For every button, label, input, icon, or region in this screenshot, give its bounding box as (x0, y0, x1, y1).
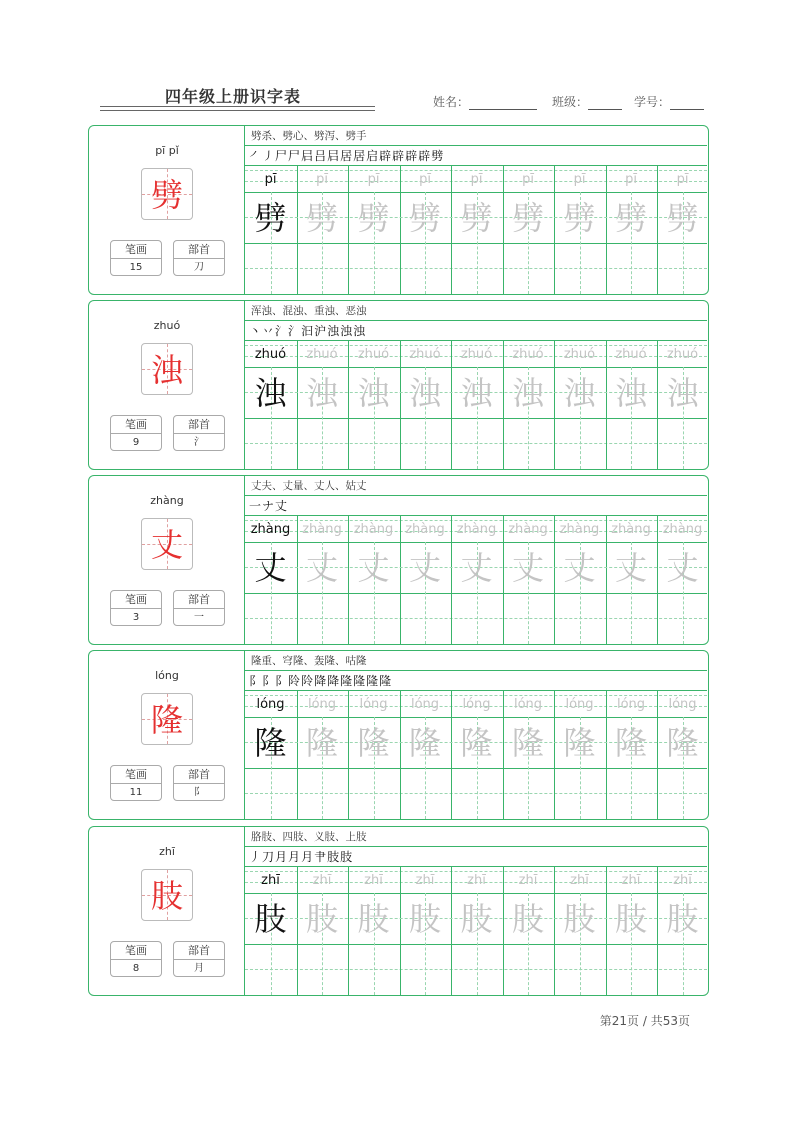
character-card (88, 826, 709, 996)
grid-line (245, 670, 707, 671)
trace-pinyin: zhuó (666, 347, 699, 362)
stroke-step: ⻖ (249, 674, 262, 688)
trace-character: 浊 (305, 374, 338, 412)
trace-character: 丈 (460, 549, 493, 587)
trace-character: 劈 (305, 199, 338, 237)
stroke-step: 肀 (314, 850, 327, 864)
stroke-step: 丿 (249, 850, 262, 864)
trace-pinyin: pī (522, 172, 534, 187)
stroke-step: 隆 (379, 674, 392, 688)
example-words: 浑浊、混浊、重浊、恶浊 (251, 305, 367, 317)
stroke-count-box (110, 941, 162, 977)
practice-grid (245, 301, 707, 469)
trace-pinyin: zhàng (456, 522, 497, 537)
radical-label: 部首 (174, 942, 224, 960)
page-number: 第21页 / 共53页 (599, 1014, 690, 1028)
stroke-count-value: 8 (132, 963, 140, 974)
trace-character: 隆 (666, 724, 699, 762)
example-words: 劈杀、劈心、劈泻、劈手 (251, 130, 367, 142)
stroke-step: 尸 (275, 149, 288, 163)
grid-line (245, 340, 707, 341)
model-pinyin: zhī (261, 873, 280, 888)
trace-character: 肢 (357, 900, 390, 938)
trace-character: 肢 (666, 900, 699, 938)
stroke-step: 辟 (418, 149, 431, 163)
stroke-order (249, 147, 444, 165)
stroke-step: ナ (262, 499, 275, 513)
writing-cell[interactable] (554, 768, 606, 817)
practice-grid (245, 476, 707, 644)
writing-cell[interactable] (606, 593, 658, 642)
model-character: 隆 (254, 724, 287, 762)
example-words: 胳肢、四肢、义肢、上肢 (251, 831, 367, 843)
trace-pinyin: zhī (518, 873, 538, 888)
trace-pinyin: zhuó (306, 347, 338, 362)
model-character: 劈 (254, 199, 287, 237)
writing-cell[interactable] (606, 768, 658, 817)
stroke-step: 隆 (340, 674, 353, 688)
character-card (88, 300, 709, 470)
trace-pinyin: pī (573, 172, 586, 187)
model-character: 肢 (254, 900, 287, 938)
character-display-box (141, 869, 193, 921)
name-blank[interactable] (469, 97, 537, 110)
radical-value: 阝 (194, 787, 204, 798)
stroke-count-label: 笔画 (111, 766, 161, 784)
stroke-step: 浊 (340, 324, 353, 338)
practice-grid (245, 651, 707, 819)
writing-cell[interactable] (245, 418, 297, 467)
trace-character: 丈 (511, 549, 544, 587)
writing-cell[interactable] (451, 418, 503, 467)
writing-cell[interactable] (400, 944, 452, 993)
name-label: 姓名： (433, 95, 470, 109)
trace-character: 隆 (460, 724, 493, 762)
writing-cell[interactable] (400, 593, 452, 642)
student-id-field[interactable] (634, 93, 704, 110)
trace-pinyin: lóng (359, 697, 388, 712)
stroke-count-box (110, 765, 162, 801)
stroke-count-box (110, 240, 162, 276)
stroke-step: 浊 (327, 324, 340, 338)
trace-character: 隆 (511, 724, 544, 762)
character-info-panel (89, 651, 245, 819)
stroke-step: 阝 (262, 674, 275, 688)
trace-pinyin: zhàng (508, 522, 548, 537)
character-large: 隆 (150, 701, 183, 739)
stroke-step: 汩 (301, 324, 314, 338)
trace-character: 隆 (357, 724, 390, 762)
stroke-step: 氵 (288, 324, 301, 338)
trace-pinyin: lóng (616, 697, 646, 712)
trace-character: 隆 (563, 724, 596, 762)
trace-character: 浊 (666, 374, 699, 412)
writing-cell[interactable] (297, 944, 349, 993)
trace-pinyin: pī (419, 172, 431, 187)
trace-pinyin: zhàng (353, 522, 394, 537)
grid-line (245, 495, 707, 496)
trace-character: 劈 (563, 199, 596, 237)
trace-character: 隆 (305, 724, 338, 762)
trace-character: 浊 (563, 374, 596, 412)
writing-cell[interactable] (503, 593, 555, 642)
trace-character: 浊 (408, 374, 441, 412)
id-blank[interactable] (670, 97, 704, 110)
stroke-step: 𡰪 (301, 149, 314, 163)
trace-pinyin: zhuó (409, 347, 441, 362)
trace-pinyin: zhuó (460, 347, 493, 362)
trace-pinyin: lóng (668, 697, 697, 712)
writing-cell[interactable] (348, 243, 400, 292)
stroke-count-label: 笔画 (111, 591, 161, 609)
trace-pinyin: zhàng (405, 522, 445, 537)
trace-pinyin: pī (367, 172, 380, 187)
writing-cell[interactable] (657, 944, 709, 993)
writing-cell[interactable] (451, 768, 503, 817)
writing-cell[interactable] (297, 243, 349, 292)
writing-cell[interactable] (451, 243, 503, 292)
grid-line (245, 145, 707, 146)
stroke-step: 尸 (288, 149, 301, 163)
stroke-order (249, 672, 392, 690)
radical-value: 氵 (194, 437, 204, 448)
radical-box (173, 240, 225, 276)
radical-box (173, 415, 225, 451)
character-card (88, 125, 709, 295)
trace-character: 丈 (357, 549, 390, 587)
stroke-step: 肢 (327, 850, 340, 864)
grid-line (245, 170, 707, 171)
trace-pinyin: zhuó (512, 347, 544, 362)
student-name-field[interactable] (433, 93, 537, 110)
writing-cell[interactable] (400, 243, 452, 292)
writing-cell[interactable] (657, 768, 709, 817)
grid-line (245, 846, 707, 847)
character-large: 劈 (150, 176, 183, 214)
trace-pinyin: zhī (312, 873, 332, 888)
trace-character: 劈 (357, 199, 390, 237)
trace-character: 肢 (460, 900, 493, 938)
trace-character: 浊 (357, 374, 390, 412)
stroke-step: 劈 (431, 149, 444, 163)
class-blank[interactable] (588, 97, 622, 110)
trace-pinyin: lóng (513, 697, 543, 712)
writing-cell[interactable] (451, 593, 503, 642)
trace-character: 浊 (614, 374, 647, 412)
trace-character: 丈 (614, 549, 647, 587)
writing-cell[interactable] (606, 944, 658, 993)
trace-character: 劈 (511, 199, 544, 237)
radical-label: 部首 (174, 241, 224, 259)
model-character: 浊 (254, 374, 287, 412)
stroke-step: 辟 (405, 149, 418, 163)
writing-cell[interactable] (245, 944, 297, 993)
character-display-box (141, 343, 193, 395)
trace-pinyin: lóng (410, 697, 440, 712)
grid-line (245, 866, 707, 867)
stroke-step: 阾 (288, 674, 301, 688)
stroke-step: 𡰪 (327, 149, 340, 163)
stroke-step: 浊 (353, 324, 366, 338)
stroke-count-box (110, 590, 162, 626)
writing-cell[interactable] (503, 944, 555, 993)
writing-cell[interactable] (245, 768, 297, 817)
trace-pinyin: pī (625, 172, 637, 187)
trace-pinyin: zhuó (563, 347, 596, 362)
radical-value: 一 (194, 612, 204, 623)
stroke-count-label: 笔画 (111, 241, 161, 259)
example-words: 丈夫、丈量、丈人、姑丈 (251, 480, 367, 492)
stroke-step: 丈 (275, 499, 288, 513)
radical-box (173, 590, 225, 626)
radical-value: 刀 (194, 262, 204, 273)
character-info-panel (89, 476, 245, 644)
character-card (88, 650, 709, 820)
trace-pinyin: zhàng (302, 522, 342, 537)
radical-box (173, 765, 225, 801)
character-large: 浊 (150, 351, 183, 389)
trace-character: 劈 (614, 199, 647, 237)
trace-character: 浊 (460, 374, 493, 412)
trace-character: 肢 (563, 900, 596, 938)
stroke-step: 辟 (392, 149, 405, 163)
stroke-step: 丶 (249, 324, 262, 338)
stroke-count-value: 3 (132, 612, 140, 623)
trace-pinyin: zhuó (357, 347, 390, 362)
character-display-box (141, 168, 193, 220)
stroke-step: 隆 (366, 674, 379, 688)
writing-cell[interactable] (297, 593, 349, 642)
writing-cell[interactable] (348, 418, 400, 467)
stroke-step: ㇓ (262, 149, 275, 163)
grid-line (245, 695, 707, 696)
grid-line (245, 515, 707, 516)
character-pinyin: zhàng (150, 494, 184, 507)
page-title: 四年级上册识字表 (165, 87, 302, 106)
grid-line (245, 320, 707, 321)
stroke-step: 居 (353, 149, 366, 163)
stroke-step: 丷 (262, 324, 275, 338)
grid-line (245, 520, 707, 521)
stroke-step: 月 (301, 850, 314, 864)
writing-cell[interactable] (297, 418, 349, 467)
writing-cell[interactable] (503, 418, 555, 467)
stroke-step: 沪 (314, 324, 327, 338)
character-pinyin: lóng (155, 669, 179, 682)
radical-label: 部首 (174, 591, 224, 609)
practice-grid (245, 126, 707, 294)
stroke-step: 月 (275, 850, 288, 864)
stroke-step: 居 (340, 149, 353, 163)
trace-character: 丈 (666, 549, 699, 587)
character-large: 丈 (150, 526, 183, 564)
stroke-order (249, 497, 288, 515)
writing-cell[interactable] (606, 243, 658, 292)
grid-line (245, 165, 707, 166)
character-pinyin: zhī (159, 845, 175, 858)
radical-box (173, 941, 225, 977)
trace-character: 肢 (408, 900, 441, 938)
writing-cell[interactable] (657, 243, 709, 292)
writing-cell[interactable] (606, 418, 658, 467)
trace-pinyin: zhàng (611, 522, 651, 537)
stroke-step: 降 (327, 674, 340, 688)
trace-pinyin: pī (316, 172, 328, 187)
stroke-step: 一 (249, 499, 262, 513)
stroke-count-label: 笔画 (111, 942, 161, 960)
class-field[interactable] (552, 93, 622, 110)
model-pinyin: lóng (256, 697, 285, 712)
trace-character: 隆 (408, 724, 441, 762)
model-pinyin: zhàng (250, 522, 291, 537)
example-words: 隆重、穹隆、轰隆、咕隆 (251, 655, 367, 667)
stroke-count-value: 11 (129, 787, 143, 798)
stroke-order (249, 848, 353, 866)
trace-character: 肢 (305, 900, 338, 938)
radical-value: 月 (194, 963, 204, 974)
stroke-step: 月 (288, 850, 301, 864)
stroke-step: 降 (314, 674, 327, 688)
model-character: 丈 (254, 549, 287, 587)
character-large: 肢 (150, 877, 183, 915)
stroke-count-value: 9 (132, 437, 140, 448)
trace-pinyin: zhī (415, 873, 435, 888)
grid-line (245, 345, 707, 346)
writing-cell[interactable] (348, 944, 400, 993)
stroke-step: 启 (366, 149, 379, 163)
writing-cell[interactable] (503, 243, 555, 292)
writing-cell[interactable] (554, 243, 606, 292)
practice-grid (245, 827, 707, 995)
character-info-panel (89, 301, 245, 469)
trace-character: 劈 (408, 199, 441, 237)
writing-cell[interactable] (348, 768, 400, 817)
grid-line (245, 690, 707, 691)
stroke-step: 肢 (340, 850, 353, 864)
character-card (88, 475, 709, 645)
writing-cell[interactable] (245, 593, 297, 642)
trace-character: 隆 (614, 724, 647, 762)
stroke-step: 阝 (275, 674, 288, 688)
character-display-box (141, 693, 193, 745)
trace-character: 劈 (666, 199, 699, 237)
trace-pinyin: zhī (570, 873, 589, 888)
stroke-step: 隆 (353, 674, 366, 688)
trace-character: 肢 (614, 900, 647, 938)
trace-character: 肢 (511, 900, 544, 938)
stroke-step: 辟 (379, 149, 392, 163)
writing-cell[interactable] (245, 243, 297, 292)
trace-pinyin: zhàng (559, 522, 600, 537)
trace-pinyin: zhī (673, 873, 692, 888)
trace-pinyin: pī (470, 172, 483, 187)
trace-pinyin: zhī (621, 873, 641, 888)
radical-label: 部首 (174, 416, 224, 434)
trace-character: 丈 (408, 549, 441, 587)
writing-cell[interactable] (657, 593, 709, 642)
writing-cell[interactable] (400, 418, 452, 467)
character-pinyin: pī pǐ (155, 144, 179, 157)
trace-pinyin: lóng (462, 697, 491, 712)
id-label: 学号： (634, 95, 671, 109)
trace-pinyin: lóng (565, 697, 594, 712)
stroke-count-box (110, 415, 162, 451)
model-pinyin: zhuó (254, 347, 287, 362)
stroke-count-value: 15 (129, 262, 143, 273)
writing-cell[interactable] (400, 768, 452, 817)
stroke-step: 刀 (262, 850, 275, 864)
character-info-panel (89, 126, 245, 294)
writing-cell[interactable] (554, 944, 606, 993)
trace-pinyin: zhàng (662, 522, 703, 537)
trace-character: 丈 (305, 549, 338, 587)
character-display-box (141, 518, 193, 570)
trace-pinyin: lóng (307, 697, 337, 712)
stroke-step: 吕 (314, 149, 327, 163)
stroke-step: 阾 (301, 674, 314, 688)
title-underline (100, 106, 375, 107)
writing-cell[interactable] (348, 593, 400, 642)
radical-label: 部首 (174, 766, 224, 784)
title-underline-2 (100, 110, 375, 111)
trace-character: 浊 (511, 374, 544, 412)
model-pinyin: pī (264, 172, 277, 187)
writing-cell[interactable] (451, 944, 503, 993)
trace-character: 劈 (460, 199, 493, 237)
writing-cell[interactable] (554, 593, 606, 642)
trace-pinyin: zhī (467, 873, 486, 888)
class-label: 班级： (552, 95, 589, 109)
stroke-order (249, 322, 366, 340)
character-pinyin: zhuó (153, 319, 181, 332)
stroke-step: ㇒ (249, 149, 262, 163)
trace-character: 丈 (563, 549, 596, 587)
writing-cell[interactable] (503, 768, 555, 817)
writing-cell[interactable] (657, 418, 709, 467)
writing-cell[interactable] (297, 768, 349, 817)
writing-cell[interactable] (554, 418, 606, 467)
stroke-step: 氵 (275, 324, 288, 338)
character-info-panel (89, 827, 245, 995)
stroke-count-label: 笔画 (111, 416, 161, 434)
trace-pinyin: zhī (364, 873, 383, 888)
grid-line (245, 871, 707, 872)
trace-pinyin: zhuó (615, 347, 647, 362)
trace-pinyin: pī (676, 172, 689, 187)
